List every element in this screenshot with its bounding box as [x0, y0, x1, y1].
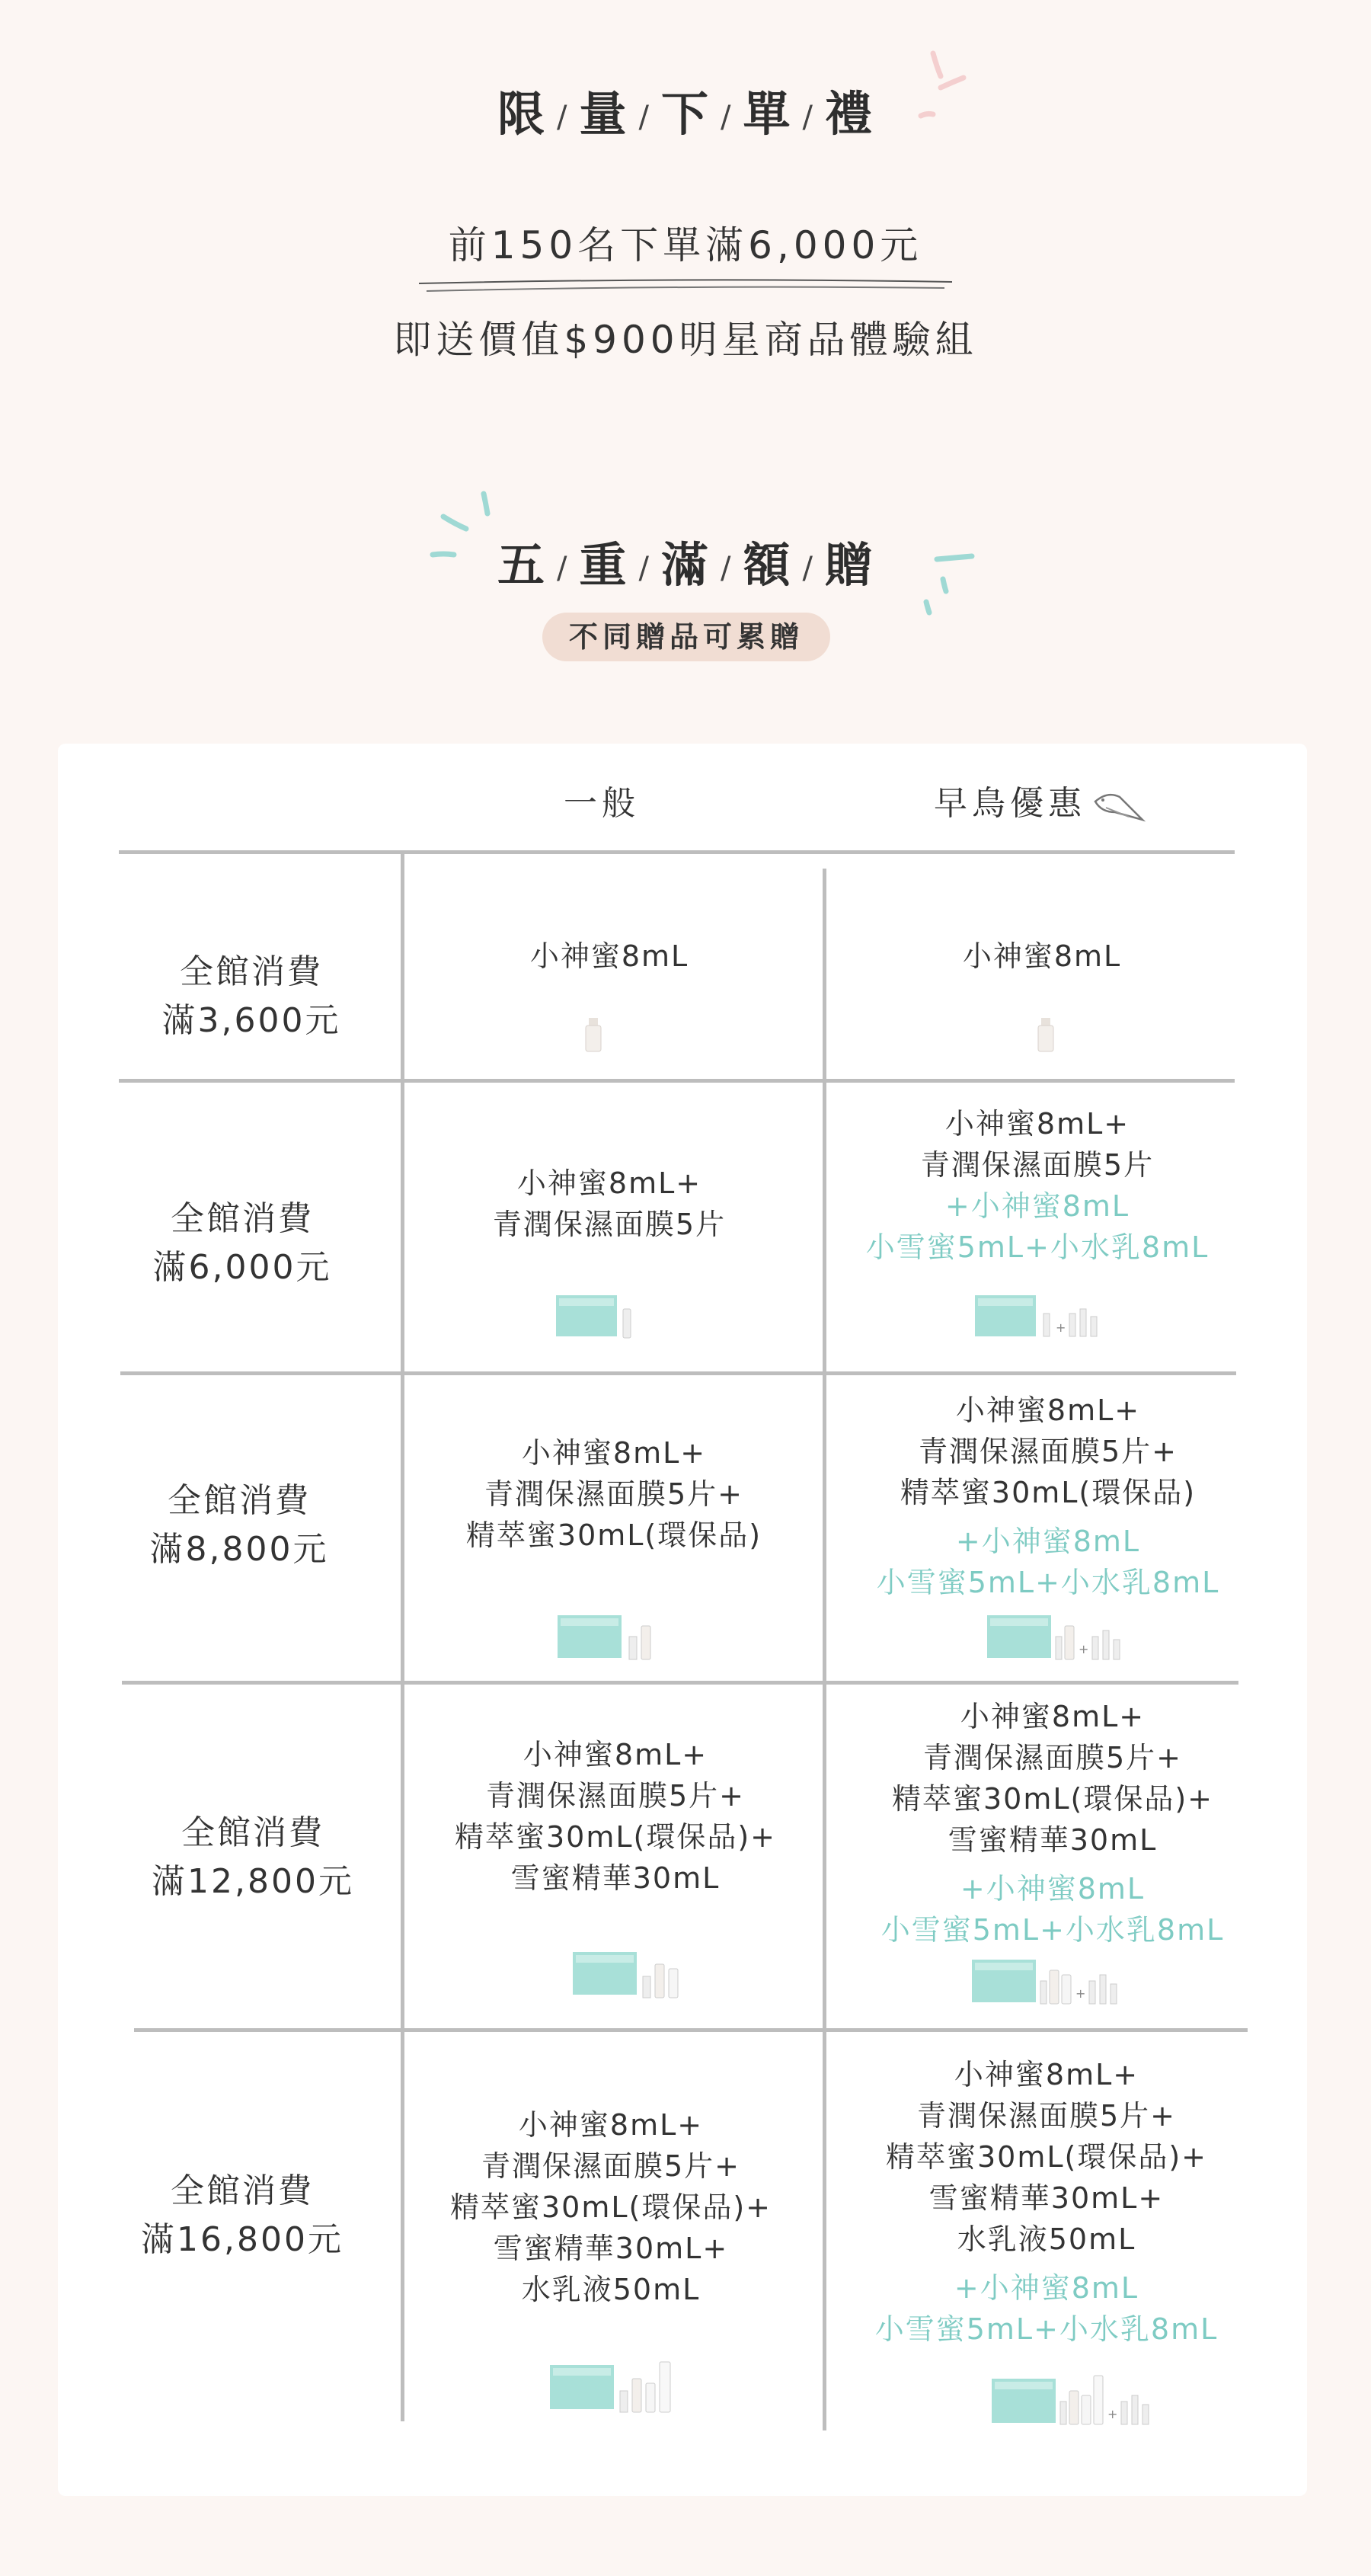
- svg-text:+: +: [1107, 2407, 1118, 2421]
- table-column-divider: [823, 869, 826, 2430]
- bonus-gift-item: +小神蜜8mL: [960, 1872, 1146, 1906]
- title-char: 五: [497, 537, 546, 593]
- column-header-early-label: 早鳥優惠: [934, 784, 1086, 823]
- title-char: 下: [660, 86, 710, 142]
- gift-item: 小神蜜8mL+: [944, 1107, 1130, 1141]
- column-header-general: [388, 776, 815, 824]
- tier-label: [97, 2167, 387, 2264]
- gift-item: 青潤保濕面膜5片: [492, 1208, 727, 1241]
- product-thumbnail: [554, 1291, 638, 1344]
- gift-item: 青潤保濕面膜5片+: [485, 1779, 746, 1813]
- gift-item: 精萃蜜30mL(環保品)+: [454, 1820, 777, 1854]
- gift-item: 精萃蜜30mL(環保品)+: [449, 2190, 772, 2224]
- bonus-gift-item: 小雪蜜5mL+小水乳8mL: [874, 2312, 1219, 2346]
- general-gift-cell: [417, 1734, 813, 1899]
- title-char: 量: [579, 86, 628, 142]
- title-sep: /: [638, 551, 650, 586]
- tier-label: [97, 1195, 387, 1292]
- product-thumbnail: [970, 1954, 1138, 2011]
- gift-item: 水乳液50mL: [957, 2222, 1136, 2256]
- early-gift-cell: [850, 1390, 1246, 1603]
- limited-gift-title: [0, 76, 1371, 144]
- gift-item: 小神蜜8mL+: [955, 1394, 1141, 1427]
- title-sep: /: [557, 100, 569, 135]
- gift-item: 小神蜜8mL+: [521, 1436, 707, 1470]
- tier-threshold: 滿16,800元: [141, 2220, 344, 2259]
- title-char: 贈: [824, 537, 874, 593]
- product-thumbnail: [973, 1291, 1111, 1344]
- gift-item: 青潤保濕面膜5片+: [922, 1741, 1183, 1774]
- product-thumbnail: [571, 1946, 686, 2007]
- sparkle-decoration-icon: [910, 46, 971, 130]
- gift-item: 雪蜜精華30mL: [948, 1823, 1158, 1857]
- title-char: 單: [743, 86, 792, 142]
- title-sep: /: [802, 551, 814, 586]
- bonus-gift-item: 小雪蜜5mL+小水乳8mL: [880, 1913, 1225, 1947]
- table-divider: [119, 850, 1235, 854]
- svg-text:+: +: [1075, 1986, 1086, 2001]
- title-sep: /: [721, 100, 733, 135]
- tier-label-line: 全館消費: [171, 1199, 314, 1238]
- early-gift-cell: [844, 936, 1240, 977]
- gift-item: 雪蜜精華30mL+: [493, 2232, 729, 2265]
- gift-item: 青潤保濕面膜5片+: [484, 1477, 744, 1511]
- gift-item: 青潤保濕面膜5片+: [916, 2099, 1177, 2133]
- cumulative-gift-badge: 不同贈品可累贈: [542, 613, 830, 661]
- tier-label-line: 全館消費: [180, 952, 323, 991]
- product-thumbnail: [556, 1609, 663, 1667]
- gift-item: 精萃蜜30mL(環保品): [900, 1476, 1197, 1509]
- product-thumbnail: [582, 1016, 605, 1054]
- gift-item: 小神蜜8mL+: [954, 2058, 1139, 2091]
- product-thumbnail: [990, 2371, 1173, 2435]
- table-divider: [122, 1681, 1238, 1685]
- handdrawn-underline-icon: [411, 276, 960, 299]
- gift-item: 雪蜜精華30mL+: [928, 2181, 1165, 2215]
- gift-item: 小神蜜8mL: [529, 939, 689, 973]
- early-gift-cell: [839, 1103, 1235, 1268]
- gift-item: 小神蜜8mL+: [523, 1738, 708, 1771]
- bird-icon: [1092, 786, 1146, 824]
- bonus-gift-item: 小雪蜜5mL+小水乳8mL: [865, 1230, 1210, 1264]
- gift-item: 青潤保濕面膜5片: [920, 1148, 1155, 1182]
- gift-item: 小神蜜8mL: [962, 939, 1122, 973]
- column-header-general-label: 一般: [564, 784, 640, 823]
- gift-item: 雪蜜精華30mL: [510, 1861, 721, 1895]
- bonus-gift-item: +小神蜜8mL: [944, 1189, 1130, 1223]
- gift-item: 青潤保濕面膜5片+: [918, 1435, 1178, 1468]
- tier-label: [108, 1809, 398, 1906]
- tier-threshold: 滿3,600元: [161, 1001, 341, 1040]
- tier-label-line: 全館消費: [168, 1481, 311, 1520]
- table-divider: [134, 2028, 1248, 2032]
- gift-item: 小神蜜8mL+: [516, 1166, 702, 1200]
- tier-threshold: 滿8,800元: [149, 1530, 329, 1569]
- general-gift-cell: [411, 936, 807, 977]
- bonus-gift-item: +小神蜜8mL: [954, 2271, 1139, 2305]
- general-gift-cell: [411, 1163, 807, 1245]
- early-gift-cell: [848, 2054, 1245, 2350]
- tier-threshold: 滿6,000元: [152, 1248, 332, 1287]
- gift-item: 青潤保濕面膜5片+: [481, 2149, 741, 2183]
- svg-text:+: +: [1056, 1320, 1066, 1335]
- svg-text:+: +: [1079, 1642, 1089, 1656]
- tier-label: [107, 948, 396, 1045]
- title-sep: /: [638, 100, 650, 135]
- sparkle-decoration-icon: [922, 549, 983, 617]
- gift-item: 精萃蜜30mL(環保品)+: [891, 1782, 1214, 1816]
- title-sep: /: [802, 100, 814, 135]
- promo-line-1: 前150名下單滿6,000元: [448, 223, 923, 267]
- bonus-gift-item: 小雪蜜5mL+小水乳8mL: [876, 1566, 1220, 1599]
- gift-item: 水乳液50mL: [521, 2273, 701, 2306]
- general-gift-cell: [416, 1432, 812, 1556]
- tier-label-line: 全館消費: [181, 1813, 324, 1852]
- title-sep: /: [557, 551, 569, 586]
- five-tier-gift-title: [0, 527, 1371, 595]
- bonus-gift-item: +小神蜜8mL: [955, 1525, 1141, 1558]
- tier-label-line: 全館消費: [171, 2171, 314, 2210]
- general-gift-cell: [413, 2104, 809, 2310]
- gift-item: 精萃蜜30mL(環保品): [465, 1518, 762, 1552]
- table-column-divider: [401, 853, 404, 2421]
- product-thumbnail: [548, 2357, 686, 2423]
- title-char: 禮: [824, 86, 874, 142]
- early-gift-cell: [855, 1696, 1251, 1950]
- table-divider: [119, 1079, 1235, 1083]
- table-divider: [120, 1371, 1236, 1375]
- title-char: 額: [743, 537, 792, 593]
- gift-item: 精萃蜜30mL(環保品)+: [885, 2140, 1208, 2174]
- gift-item: 小神蜜8mL+: [518, 2108, 704, 2142]
- column-header-early-bird: [826, 776, 1253, 824]
- title-sep: /: [721, 551, 733, 586]
- promo-line-2: 即送價值$900明星商品體驗組: [393, 318, 978, 362]
- title-char: 限: [497, 86, 546, 142]
- product-thumbnail: [986, 1609, 1138, 1667]
- title-char: 重: [579, 537, 628, 593]
- tier-threshold: 滿12,800元: [152, 1862, 354, 1901]
- tier-label: [94, 1477, 384, 1574]
- product-thumbnail: [1034, 1016, 1057, 1054]
- gift-item: 小神蜜8mL+: [960, 1700, 1146, 1733]
- title-char: 滿: [660, 537, 710, 593]
